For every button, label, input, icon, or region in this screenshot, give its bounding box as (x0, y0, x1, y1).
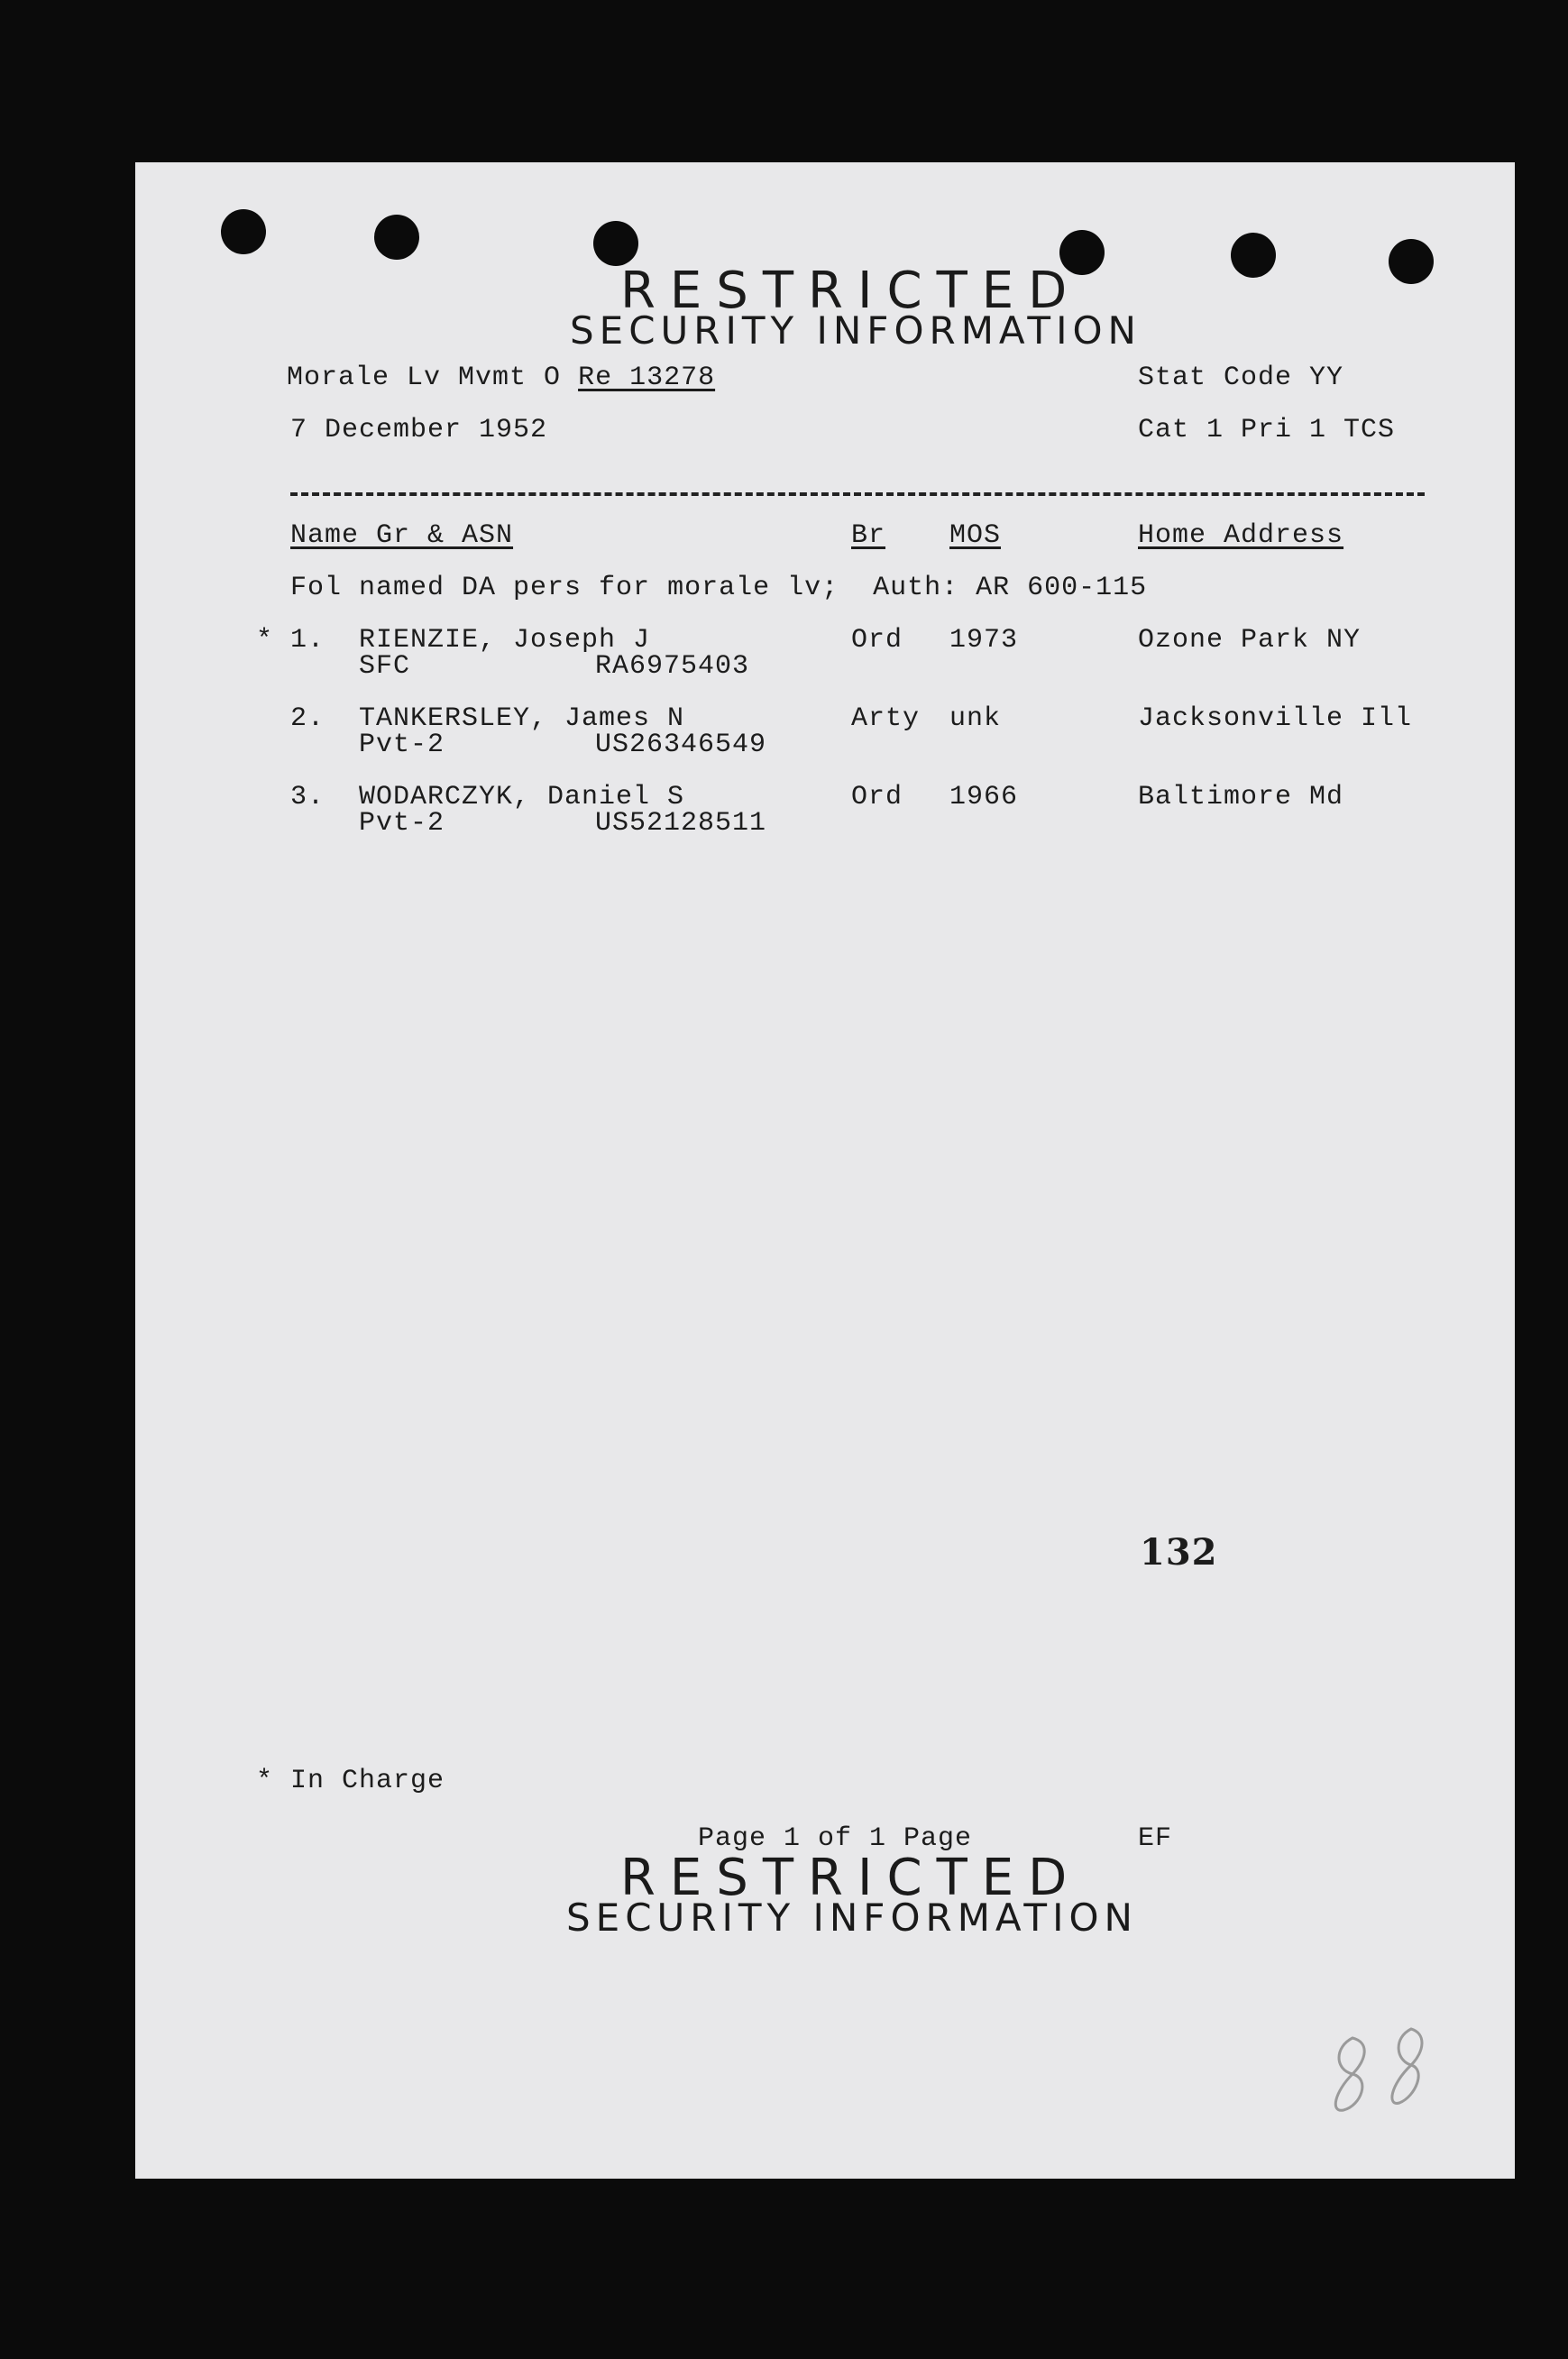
restricted-stamp-top: RESTRICTED (620, 262, 1082, 320)
column-header-branch: Br (851, 520, 886, 551)
security-info-stamp-top: SECURITY INFORMATION (570, 308, 1142, 353)
separator-line (290, 492, 1425, 496)
entry-branch: Arty (851, 703, 921, 734)
entry-branch: Ord (851, 625, 903, 656)
entry-grade: Pvt-2 (359, 808, 445, 839)
page-info: Page 1 of 1 Page (698, 1823, 973, 1854)
column-header-mos: MOS (949, 520, 1002, 551)
in-charge-footnote: * In Charge (256, 1766, 445, 1796)
entry-mos: unk (949, 703, 1002, 734)
authorization-line: Fol named DA pers for morale lv; Auth: AR 600-115 (290, 573, 1148, 603)
entry-address: Ozone Park NY (1138, 625, 1362, 656)
entry-grade: SFC (359, 651, 411, 682)
entry-branch: Ord (851, 782, 903, 812)
punch-hole (221, 209, 266, 254)
in-charge-marker: * (256, 625, 274, 656)
security-info-stamp-bottom: SECURITY INFORMATION (566, 1895, 1138, 1940)
restricted-stamp-bottom: RESTRICTED (620, 1849, 1082, 1907)
typist-initials: EF (1138, 1823, 1173, 1854)
entry-number: 3. (290, 782, 326, 812)
entry-address: Baltimore Md (1138, 782, 1344, 812)
handwritten-number (1325, 2020, 1443, 2128)
entry-asn: US52128511 (595, 808, 767, 839)
punch-hole (1389, 239, 1434, 284)
order-reference: Re 13278 (578, 363, 716, 393)
stat-code: Stat Code YY (1138, 363, 1344, 393)
entry-mos: 1966 (949, 782, 1019, 812)
entry-number: 2. (290, 703, 326, 734)
category-priority: Cat 1 Pri 1 TCS (1138, 415, 1396, 445)
entry-number: 1. (290, 625, 326, 656)
entry-name: TANKERSLEY, James N (359, 703, 685, 734)
entry-address: Jacksonville Ill (1138, 703, 1413, 734)
punch-hole (593, 221, 638, 266)
entry-name: WODARCZYK, Daniel S (359, 782, 685, 812)
order-title-prefix: Morale Lv Mvmt O (287, 363, 579, 393)
column-header-address: Home Address (1138, 520, 1344, 551)
punch-hole (374, 215, 419, 260)
order-date: 7 December 1952 (290, 415, 548, 445)
entry-asn: RA6975403 (595, 651, 750, 682)
entry-mos: 1973 (949, 625, 1019, 656)
entry-asn: US26346549 (595, 730, 767, 760)
order-title (287, 363, 715, 393)
column-header-name: Name Gr & ASN (290, 520, 514, 551)
punch-hole (1231, 233, 1276, 278)
entry-name: RIENZIE, Joseph J (359, 625, 651, 656)
stamped-number: 132 (1140, 1531, 1218, 1574)
entry-grade: Pvt-2 (359, 730, 445, 760)
